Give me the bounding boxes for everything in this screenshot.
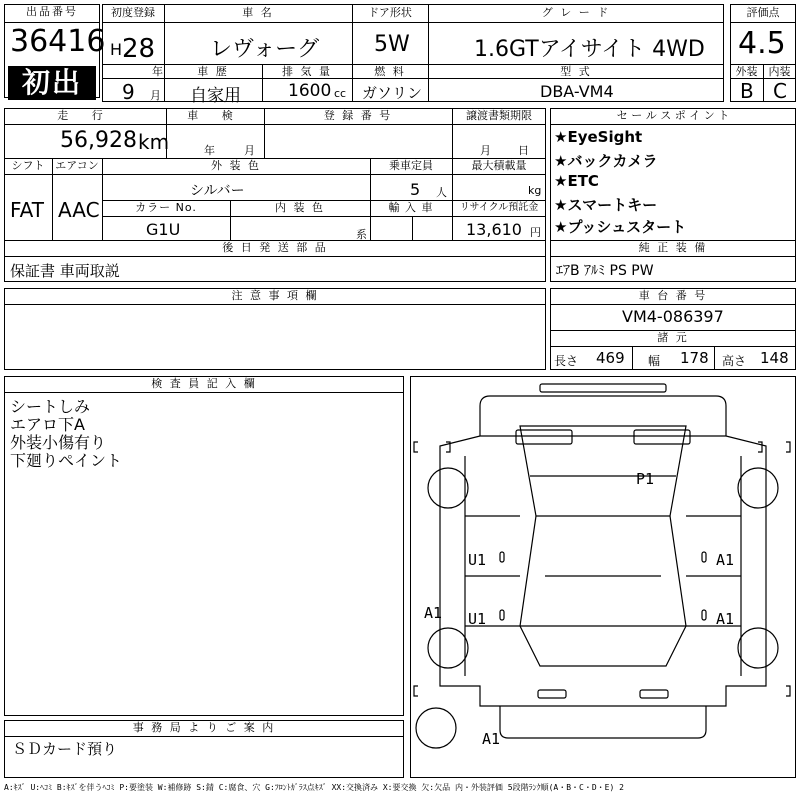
- inspector-line: 下廻りペイント: [10, 451, 123, 470]
- sales-point-item: ★ETC: [554, 172, 599, 190]
- specs-label: 諸 元: [657, 331, 689, 344]
- transfer-deadline-label: 譲渡書類期限: [466, 109, 532, 122]
- damage-mark-a1: A1: [424, 604, 443, 622]
- exterior-grade: B: [740, 79, 754, 103]
- interior-color-unit: 系: [356, 228, 367, 241]
- office-note: ＳＤカード預り: [12, 740, 118, 758]
- max-load-unit: kg: [528, 184, 542, 197]
- damage-mark-u1: U1: [468, 551, 487, 569]
- shift: FAT: [10, 198, 45, 222]
- door-type: 5W: [374, 32, 410, 57]
- chassis-label: 車 台 番 号: [638, 289, 708, 302]
- recycle-label: リサイクル預託金: [459, 202, 539, 213]
- car-diagram: [410, 376, 796, 778]
- month-unit: 月: [150, 89, 161, 102]
- capacity: 5: [410, 180, 421, 199]
- reg-number-label: 登 録 番 号: [323, 109, 393, 122]
- reg-year: 28: [122, 34, 156, 64]
- door-label: ドア形状: [368, 6, 412, 19]
- sales-point-item: ★EyeSight: [554, 128, 643, 146]
- inspection-year-unit: 年: [204, 144, 215, 157]
- equipment: ｴｱB ｱﾙﾐ PS PW: [556, 263, 654, 279]
- inspector-line: シートしみ: [10, 397, 91, 416]
- displacement-unit: cc: [334, 87, 347, 100]
- damage-mark-a1: A1: [716, 610, 735, 628]
- capacity-label: 乗車定員: [389, 159, 433, 172]
- height: 148: [760, 349, 789, 367]
- year-unit: 年: [152, 65, 163, 78]
- later-parts: 保証書 車両取説: [10, 262, 120, 280]
- transfer-month-unit: 月: [480, 144, 491, 157]
- exterior-color: シルバー: [190, 183, 245, 199]
- mileage: 56,928: [60, 128, 137, 153]
- car-name-label: 車 名: [242, 6, 274, 19]
- sales-point-item: ★スマートキー: [554, 196, 658, 214]
- fuel-label: 燃 料: [374, 65, 406, 78]
- sales-points-label: セ ー ル ス ポ イ ン ト: [616, 109, 730, 122]
- notes-label: 注 意 事 項 欄: [231, 289, 319, 302]
- history: 自家用: [190, 86, 241, 106]
- grade: 1.6GTアイサイト 4WD: [474, 37, 705, 62]
- aircon-label: エアコン: [55, 159, 99, 172]
- transfer-day-unit: 日: [518, 144, 529, 157]
- chassis-number: VM4-086397: [622, 307, 724, 326]
- score-label: 評価点: [746, 6, 780, 19]
- equipment-label: 純 正 装 備: [638, 241, 708, 254]
- sales-point-item: ★バックカメラ: [554, 152, 658, 170]
- width-label: 幅: [648, 354, 661, 368]
- mileage-unit: km: [138, 130, 170, 154]
- recycle-fee: 13,610: [466, 220, 522, 239]
- interior-grade: C: [773, 79, 787, 103]
- max-load-label: 最大積載量: [471, 159, 527, 172]
- displacement: 1600: [288, 81, 332, 101]
- interior-color-label: 内 装 色: [275, 201, 325, 214]
- inspector-label: 検 査 員 記 入 欄: [151, 377, 257, 390]
- inspection-label: 車 検: [187, 109, 243, 122]
- car-name: レヴォーグ: [210, 37, 320, 62]
- exterior-color-label: 外 装 色: [211, 159, 261, 172]
- damage-mark-u1: U1: [468, 610, 487, 628]
- color-no-label: カラー No.: [135, 201, 197, 214]
- shift-label: シフト: [11, 159, 45, 172]
- office-label: 事 務 局 よ り ご 案 内: [132, 721, 276, 734]
- displacement-label: 排 気 量: [282, 65, 332, 78]
- legend: A:ｷｽﾞ U:ﾍｺﾐ B:ｷｽﾞを伴うﾍｺﾐ P:要塗装 W:補修跡 S:錆 C:腐食、穴 G:ﾌﾛﾝﾄｶﾞﾗｽ点ｷｽﾞ XX:交換済み X:要交換 欠:欠品 内・外装評価 5段階ﾗﾝｸ順(A・B・C・D・E) 2: [4, 783, 624, 792]
- color-no: G1U: [146, 220, 181, 239]
- fuel: ガソリン: [362, 84, 423, 102]
- damage-mark-a1: A1: [716, 551, 735, 569]
- damage-mark-p1: P1: [636, 470, 655, 488]
- recycle-unit: 円: [530, 226, 541, 239]
- lot-number: 36416: [10, 24, 106, 59]
- width: 178: [680, 349, 709, 367]
- inspection-month-unit: 月: [244, 144, 255, 157]
- sales-point-item: ★プッシュスタート: [554, 218, 687, 236]
- later-parts-label: 後 日 発 送 部 品: [222, 241, 328, 254]
- inspector-line: エアロ下A: [10, 415, 85, 434]
- lot-label: 出品番号: [26, 5, 78, 18]
- damage-mark-a1: A1: [482, 730, 501, 748]
- length-label: 長さ: [554, 354, 579, 368]
- mileage-label: 走 行: [57, 109, 113, 122]
- history-label: 車 歴: [197, 65, 229, 78]
- aircon: AAC: [58, 198, 100, 222]
- score: 4.5: [738, 26, 786, 61]
- era: H: [110, 40, 123, 59]
- capacity-unit: 人: [436, 186, 447, 199]
- length: 469: [596, 349, 625, 367]
- first-listing-badge: 初出品: [8, 66, 96, 100]
- import-label: 輸 入 車: [388, 201, 434, 214]
- reg-month: 9: [122, 80, 135, 104]
- first-reg-label: 初度登録: [111, 6, 155, 19]
- inspector-line: 外装小傷有り: [10, 433, 107, 452]
- grade-label: グ レ ー ド: [541, 6, 611, 19]
- model-code-label: 型 式: [560, 65, 592, 78]
- model-code: DBA-VM4: [540, 82, 614, 101]
- height-label: 高さ: [722, 354, 747, 368]
- exterior-grade-label: 外装: [735, 65, 758, 78]
- interior-grade-label: 内装: [768, 65, 791, 78]
